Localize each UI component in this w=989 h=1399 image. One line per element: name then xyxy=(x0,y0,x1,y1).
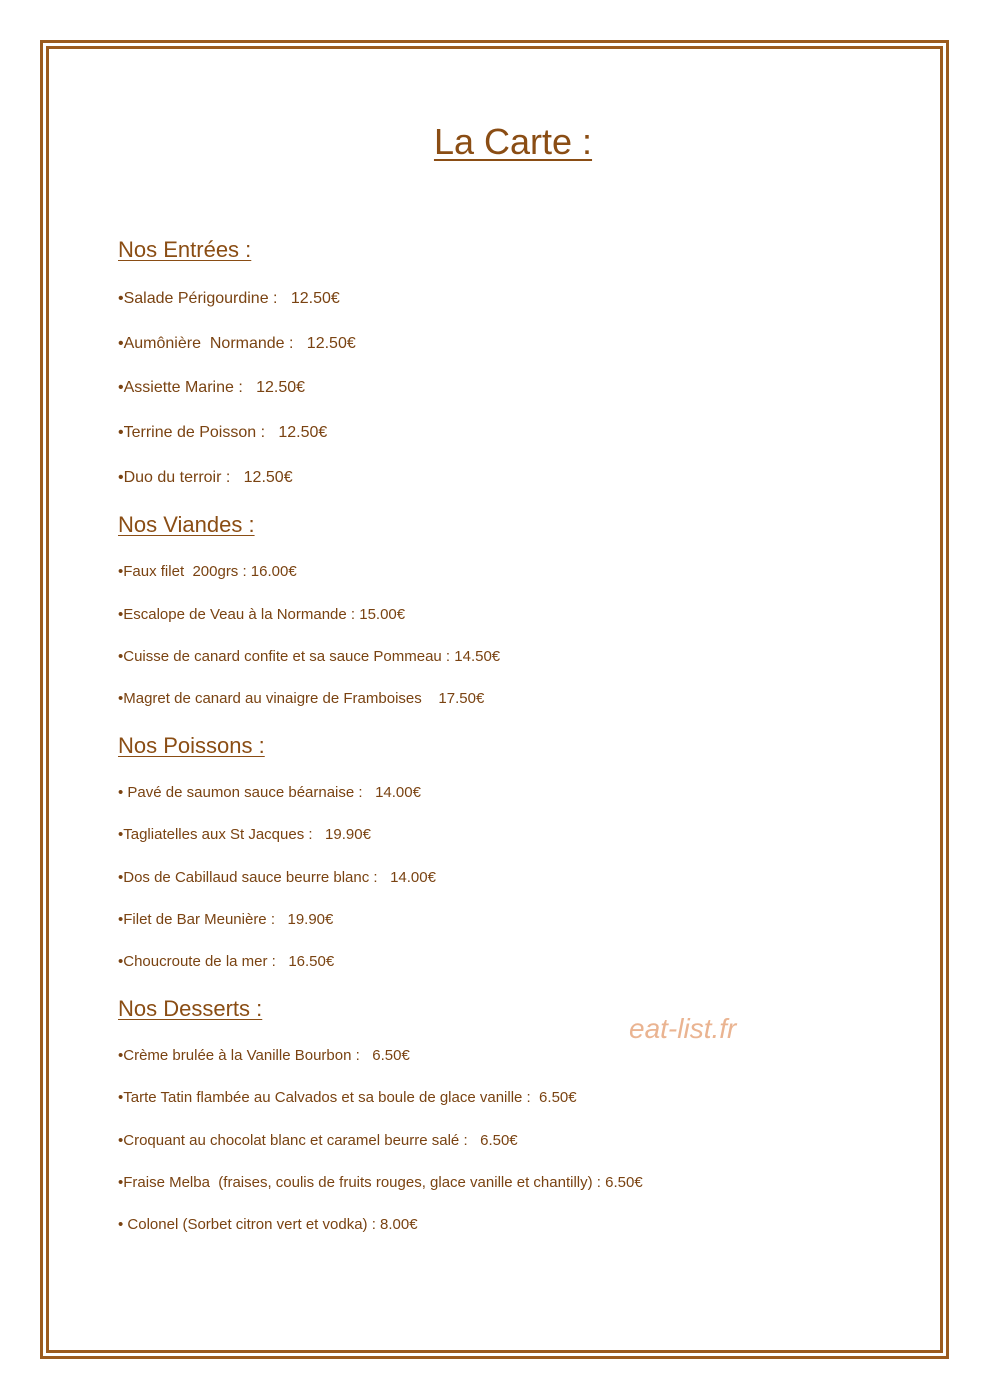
menu-item: •Terrine de Poisson : 12.50€ xyxy=(118,424,328,441)
menu-item: •Crème brulée à la Vanille Bourbon : 6.50€ xyxy=(118,1047,410,1064)
menu-item: •Faux filet 200grs : 16.00€ xyxy=(118,563,297,580)
menu-item: •Dos de Cabillaud sauce beurre blanc : 14.00€ xyxy=(118,869,436,886)
menu-item: •Croquant au chocolat blanc et caramel beurre salé : 6.50€ xyxy=(118,1132,518,1149)
page-title: La Carte : xyxy=(433,121,593,162)
menu-item: •Tarte Tatin flambée au Calvados et sa boule de glace vanille : 6.50€ xyxy=(118,1089,577,1106)
section-heading-viandes: Nos Viandes : xyxy=(118,512,255,537)
menu-item: • Pavé de saumon sauce béarnaise : 14.00€ xyxy=(118,784,421,801)
section-heading-entrees: Nos Entrées : xyxy=(118,237,252,262)
menu-item: •Escalope de Veau à la Normande : 15.00€ xyxy=(118,606,406,623)
menu-item: •Magret de canard au vinaigre de Framboises 17.50€ xyxy=(118,690,485,707)
menu-item: •Filet de Bar Meunière : 19.90€ xyxy=(118,911,334,928)
menu-item: •Choucroute de la mer : 16.50€ xyxy=(118,953,335,970)
menu-item: •Aumônière Normande : 12.50€ xyxy=(118,335,356,352)
menu-item: • Colonel (Sorbet citron vert et vodka) : 8.00€ xyxy=(118,1216,418,1233)
menu-item: •Tagliatelles aux St Jacques : 19.90€ xyxy=(118,826,371,843)
menu-item: •Salade Périgourdine : 12.50€ xyxy=(118,290,340,307)
section-heading-desserts: Nos Desserts : xyxy=(118,996,263,1021)
menu-item: •Duo du terroir : 12.50€ xyxy=(118,469,293,486)
menu-item: •Cuisse de canard confite et sa sauce Pommeau : 14.50€ xyxy=(118,648,501,665)
menu-item: •Assiette Marine : 12.50€ xyxy=(118,379,306,396)
menu-item: •Fraise Melba (fraises, coulis de fruits rouges, glace vanille et chantilly) : 6.50€ xyxy=(118,1174,643,1191)
watermark: eat-list.fr xyxy=(629,1013,737,1044)
section-heading-poissons: Nos Poissons : xyxy=(118,733,265,758)
